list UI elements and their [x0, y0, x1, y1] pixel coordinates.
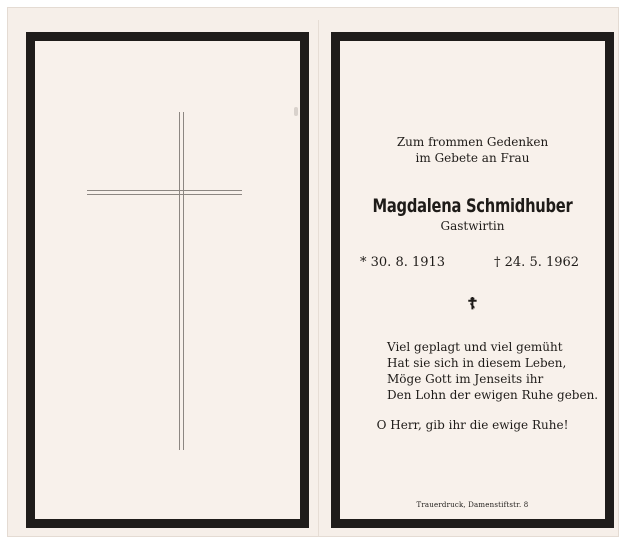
- death-symbol: †: [494, 255, 501, 270]
- intro-line-2: im Gebete an Frau: [415, 151, 530, 165]
- left-panel: [26, 32, 309, 528]
- paper-speck: [294, 107, 298, 116]
- poem-line: Viel geplagt und viel gemüht: [387, 340, 563, 354]
- right-panel: [331, 32, 614, 528]
- poem-line: Hat sie sich in diesem Leben,: [387, 356, 567, 370]
- birth-symbol: *: [360, 255, 367, 270]
- cross-horizontal-line: [87, 194, 242, 195]
- poem: [387, 339, 598, 403]
- death-date: [494, 255, 579, 270]
- birth-date: [360, 255, 445, 270]
- cross-horizontal-line: [87, 190, 242, 191]
- prayer-line: O Herr, gib ihr die ewige Ruhe!: [376, 418, 569, 432]
- cross-icon: ☦: [467, 294, 478, 313]
- cross-vertical-line: [179, 112, 180, 450]
- cross-vertical-line: [183, 112, 184, 450]
- poem-line: Den Lohn der ewigen Ruhe geben.: [387, 388, 599, 402]
- deceased-name: Magdalena Schmidhuber: [372, 195, 573, 217]
- intro-line-1: Zum frommen Gedenken: [396, 135, 549, 149]
- birth-date-value: 30. 8. 1913: [370, 255, 446, 270]
- occupation: Gastwirtin: [440, 219, 505, 233]
- memorial-card: [8, 8, 618, 536]
- card-fold: [318, 20, 319, 536]
- printer-imprint: Trauerdruck, Damenstiftstr. 8: [416, 501, 529, 509]
- poem-line: Möge Gott im Jenseits ihr: [387, 372, 544, 386]
- death-date-value: 24. 5. 1962: [504, 255, 580, 270]
